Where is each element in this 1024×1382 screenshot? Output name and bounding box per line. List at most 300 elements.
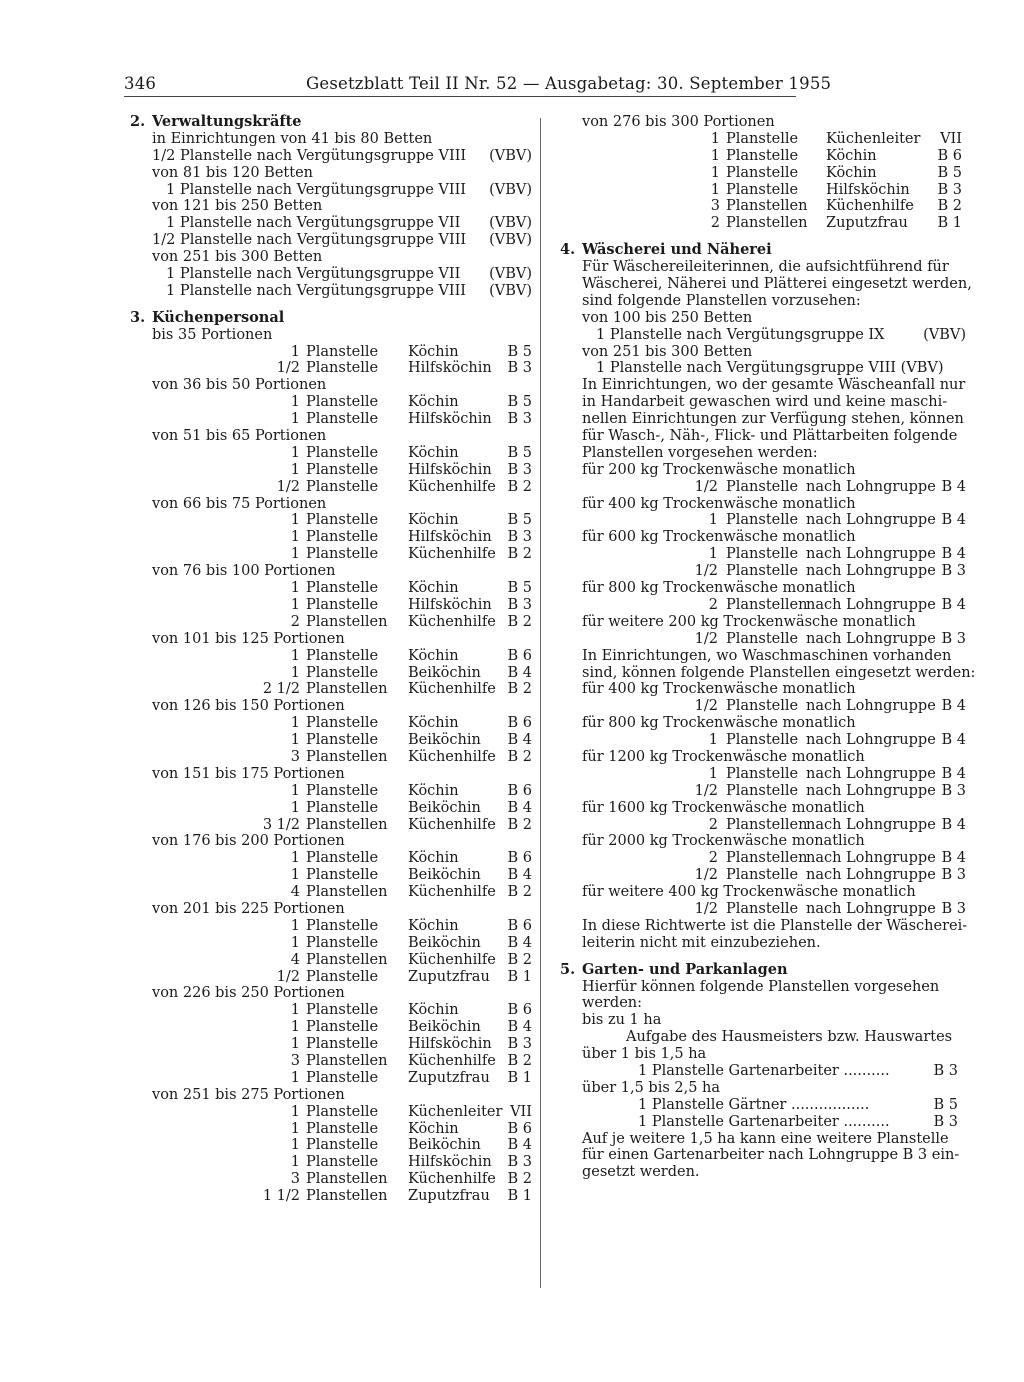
pay-group: B 2 [507, 478, 532, 495]
pay-group: B 3 [507, 360, 532, 377]
section-5-title: 5. Garten- und Parkanlagen [560, 960, 788, 978]
range-heading: für 1200 kg Trockenwäsche monatlich [582, 748, 865, 765]
wage-row [560, 479, 966, 496]
position-quantity: 1/2 [694, 563, 718, 580]
position-row [130, 529, 532, 546]
pay-group: B 4 [941, 596, 966, 613]
position-row [130, 479, 532, 496]
position-role: Köchin [408, 917, 459, 934]
position-quantity: 1/2 [276, 360, 300, 377]
position-role: Köchin [408, 1002, 459, 1019]
machine-groups [560, 681, 966, 917]
position-row [130, 800, 532, 817]
pay-group: B 3 [507, 411, 532, 428]
wage-label: nach Lohngruppe [806, 900, 936, 917]
position-title: Planstelle [726, 164, 799, 181]
range-heading: von 51 bis 65 Portionen [152, 428, 327, 445]
position-row [130, 867, 532, 884]
paragraph-line: Hierfür können folgende Planstellen vorgesehen [582, 978, 940, 995]
position-quantity: 3 [290, 748, 300, 765]
wage-row [560, 783, 966, 800]
position-title: Planstelle [726, 630, 799, 647]
wage-row [560, 597, 966, 614]
position-role: Küchenhilfe [408, 816, 496, 833]
range-heading: für 2000 kg Trockenwäsche monatlich [582, 833, 865, 850]
position-title: Planstelle [726, 765, 799, 782]
position-row [130, 749, 532, 766]
position-role: Hilfsköchin [408, 411, 492, 428]
range-heading: von 100 bis 250 Betten [582, 309, 753, 326]
position-row [560, 165, 966, 182]
position-title: Planstelle [306, 934, 379, 951]
paragraph-line: sind, können folgende Planstellen eingesetzt werden: [582, 664, 976, 681]
paragraph [560, 918, 966, 952]
range-heading: von 276 bis 300 Portionen [582, 114, 775, 130]
pay-group: B 2 [507, 546, 532, 563]
position-title: Planstellen [726, 198, 808, 215]
position-quantity: 1 [290, 1069, 300, 1086]
position-role: Hilfsköchin [408, 360, 492, 377]
wage-label: nach Lohngruppe [806, 782, 936, 799]
paragraph-line: für Wasch-, Näh-, Flick- und Plättarbeiten folgende [582, 428, 958, 445]
position-quantity: 1 [290, 411, 300, 428]
position-row [130, 1154, 532, 1171]
wage-row [560, 546, 966, 563]
position-quantity: 2 [708, 850, 718, 867]
pay-group: B 3 [507, 1036, 532, 1053]
wage-label: nach Lohngruppe [806, 630, 936, 647]
pay-group: B 6 [507, 647, 532, 664]
pay-group: B 2 [507, 681, 532, 698]
section-2-intro: in Einrichtungen von 41 bis 80 Betten [152, 130, 433, 147]
position-quantity: 1 [290, 1120, 300, 1137]
position-quantity: 2 [290, 613, 300, 630]
position-title: Planstellen [306, 884, 388, 901]
position-title: Planstellen [306, 951, 388, 968]
pay-group: B 6 [507, 850, 532, 867]
section-2-title: 2. Verwaltungskräfte [130, 113, 302, 130]
position-title: Planstellen [726, 816, 808, 833]
position-quantity: 3 [290, 1052, 300, 1069]
position-quantity: 3 1/2 [262, 816, 300, 833]
position-row [130, 732, 532, 749]
position-title: Planstelle [306, 647, 379, 664]
position-row [130, 546, 532, 563]
position-quantity: 1/2 [276, 478, 300, 495]
position-quantity: 1 [290, 917, 300, 934]
pay-group: B 6 [507, 1002, 532, 1019]
position-quantity: 1 [708, 512, 718, 529]
position-row [130, 969, 532, 986]
wage-row [560, 732, 966, 749]
position-title: Planstelle [306, 461, 379, 478]
position-quantity: 1/2 [694, 867, 718, 884]
position-role: Beiköchin [408, 799, 481, 816]
position-quantity: 1 [290, 850, 300, 867]
position-role: Küchenhilfe [408, 478, 496, 495]
position-quantity: 1 [290, 715, 300, 732]
pay-group: B 3 [507, 1154, 532, 1171]
pay-group: B 3 [941, 630, 966, 647]
position-row [130, 614, 532, 631]
pay-group: B 2 [507, 613, 532, 630]
pay-group: B 4 [941, 850, 966, 867]
range-heading: von 151 bis 175 Portionen [152, 765, 345, 782]
pay-group: B 1 [507, 1188, 532, 1205]
position-title: Planstelle [306, 715, 379, 732]
wage-label: nach Lohngruppe [806, 765, 936, 782]
range-heading: für 400 kg Trockenwäsche monatlich [582, 495, 856, 512]
position-row [130, 1137, 532, 1154]
position-role: Küchenhilfe [408, 681, 496, 698]
vbv-row: 1/2 Planstelle nach Vergütungsgruppe VIII (VBV) [152, 232, 532, 249]
position-quantity: 1 [290, 647, 300, 664]
position-title: Planstelle [726, 546, 799, 563]
position-quantity: 2 [710, 215, 720, 232]
range-heading: für weitere 200 kg Trockenwäsche monatlich [582, 613, 916, 630]
position-role: Küchenleiter [408, 1103, 503, 1120]
vbv-row: 1/2 Planstelle nach Vergütungsgruppe VIII (VBV) [152, 147, 532, 164]
position-row [130, 1104, 532, 1121]
paragraph [560, 259, 972, 310]
range-heading: von 176 bis 200 Portionen [152, 833, 345, 850]
position-title: Planstelle [726, 698, 799, 715]
range-heading: von 251 bis 300 Betten [152, 249, 323, 266]
wage-label: nach Lohngruppe [806, 867, 936, 884]
range-heading: von 101 bis 125 Portionen [152, 630, 345, 647]
vbv-row: 1 Planstelle nach Vergütungsgruppe VIII (VBV) [166, 282, 532, 299]
position-title: Planstellen [306, 1171, 388, 1188]
position-row [130, 445, 532, 462]
position-row [130, 884, 532, 901]
vbv-row: 1 Planstelle nach Vergütungsgruppe VII (VBV) [166, 266, 532, 283]
pay-group: B 4 [941, 512, 966, 529]
position-quantity: 1 1/2 [262, 1188, 300, 1205]
wage-row [560, 698, 966, 715]
garden-row: 1 Planstelle Gärtner ................. B 5 [638, 1096, 958, 1113]
pay-group: B 4 [507, 664, 532, 681]
range-heading: von 66 bis 75 Portionen [152, 495, 327, 512]
position-row [130, 1171, 532, 1188]
position-quantity: 4 [290, 884, 300, 901]
position-row [130, 1070, 532, 1087]
position-title: Planstelle [306, 782, 379, 799]
position-quantity: 1/2 [694, 900, 718, 917]
pay-group: B 6 [937, 147, 962, 164]
position-title: Planstellen [306, 1052, 388, 1069]
position-role: Köchin [408, 715, 459, 732]
position-row [130, 580, 532, 597]
position-role: Köchin [826, 147, 877, 164]
range-heading: für weitere 400 kg Trockenwäsche monatlich [582, 884, 916, 901]
position-quantity: 1 [290, 867, 300, 884]
kitchen-groups [130, 327, 532, 1205]
pay-group: B 6 [507, 715, 532, 732]
position-quantity: 1 [710, 147, 720, 164]
range-heading: von 251 bis 275 Portionen [152, 1086, 345, 1103]
position-role: Beiköchin [408, 1137, 481, 1154]
position-quantity: 1 [708, 546, 718, 563]
range-heading: von 126 bis 150 Portionen [152, 698, 345, 715]
pay-group: B 4 [941, 816, 966, 833]
position-title: Planstelle [726, 563, 799, 580]
position-title: Planstelle [726, 130, 799, 147]
position-quantity: 1 [290, 1036, 300, 1053]
position-role: Küchenhilfe [408, 546, 496, 563]
position-role: Zuputzfrau [408, 1069, 490, 1086]
position-role: Zuputzfrau [408, 968, 490, 985]
position-row [560, 148, 966, 165]
position-role: Hilfsköchin [408, 529, 492, 546]
position-role: Hilfsköchin [408, 1154, 492, 1171]
position-quantity: 1 [290, 782, 300, 799]
position-quantity: 1 [290, 1154, 300, 1171]
position-quantity: 1 [290, 1103, 300, 1120]
position-quantity: 1 [290, 664, 300, 681]
position-title: Planstelle [306, 360, 379, 377]
position-title: Planstelle [306, 1154, 379, 1171]
position-quantity: 1 [290, 580, 300, 597]
position-title: Planstelle [306, 799, 379, 816]
range-heading: von 121 bis 250 Betten [152, 198, 323, 215]
position-quantity: 1/2 [694, 782, 718, 799]
paragraph-line: werden: [582, 995, 643, 1012]
position-quantity: 1/2 [276, 968, 300, 985]
position-row [130, 1188, 532, 1205]
wage-row [560, 867, 966, 884]
position-role: Hilfsköchin [408, 1036, 492, 1053]
position-role: Küchenhilfe [408, 1171, 496, 1188]
paragraph-line: Wäscherei, Näherei und Plätterei eingesetzt werden, [582, 276, 972, 293]
paragraph-line: Für Wäschereileiterinnen, die aufsichtführend für [582, 259, 949, 276]
position-quantity: 1 [290, 546, 300, 563]
pay-group: B 1 [937, 215, 962, 232]
position-quantity: 1 [290, 394, 300, 411]
wage-label: nach Lohngruppe [806, 478, 936, 495]
pay-group: VII [940, 130, 962, 147]
header-rule [124, 96, 796, 97]
continued-kitchen-rows [560, 131, 966, 232]
position-quantity: 3 [290, 1171, 300, 1188]
position-quantity: 1 [290, 596, 300, 613]
range-heading: für 1600 kg Trockenwäsche monatlich [582, 799, 865, 816]
position-row [560, 131, 966, 148]
position-title: Planstelle [306, 546, 379, 563]
range-heading: über 1 bis 1,5 ha [582, 1046, 707, 1063]
pay-group: B 2 [507, 951, 532, 968]
position-title: Planstelle [306, 917, 379, 934]
pay-group: B 5 [507, 343, 532, 360]
position-quantity: 1 [290, 1002, 300, 1019]
position-title: Planstellen [726, 215, 808, 232]
position-role: Köchin [408, 512, 459, 529]
garden-row: 1 Planstelle Gartenarbeiter .......... B 3 [638, 1113, 958, 1130]
position-role: Köchin [408, 1120, 459, 1137]
position-quantity: 1/2 [694, 630, 718, 647]
range-heading: über 1,5 bis 2,5 ha [582, 1079, 721, 1096]
position-row [130, 360, 532, 377]
pay-group: B 3 [937, 181, 962, 198]
section-4-title: 4. Wäscherei und Näherei [560, 241, 772, 259]
paragraph-line: Auf je weitere 1,5 ha kann eine weitere Planstelle [582, 1130, 949, 1147]
range-heading: von 201 bis 225 Portionen [152, 900, 345, 917]
position-title: Planstelle [306, 1019, 379, 1036]
range-heading: von 76 bis 100 Portionen [152, 563, 336, 580]
position-row [130, 817, 532, 834]
pay-group: B 4 [507, 799, 532, 816]
position-quantity: 1 [710, 164, 720, 181]
position-quantity: 1 [290, 732, 300, 749]
position-title: Planstelle [306, 1036, 379, 1053]
pay-group: B 4 [507, 1019, 532, 1036]
wage-label: nach Lohngruppe [806, 563, 936, 580]
wage-label: nach Lohngruppe [806, 816, 936, 833]
position-title: Planstelle [306, 580, 379, 597]
position-title: Planstellen [726, 850, 808, 867]
vbv-row: 1 Planstelle nach Vergütungsgruppe VII (VBV) [166, 215, 532, 232]
paragraph-line: leiterin nicht mit einzubeziehen. [582, 934, 821, 951]
position-row [130, 952, 532, 969]
position-quantity: 1 [708, 765, 718, 782]
pay-group: B 2 [937, 198, 962, 215]
position-title: Planstellen [306, 816, 388, 833]
pay-group: B 4 [941, 698, 966, 715]
wage-row [560, 766, 966, 783]
pay-group: B 3 [941, 900, 966, 917]
pay-group: B 5 [937, 164, 962, 181]
pay-group: B 5 [507, 512, 532, 529]
position-quantity: 1/2 [694, 478, 718, 495]
pay-group: B 4 [507, 732, 532, 749]
paragraph-line: in Handarbeit gewaschen wird und keine maschi- [582, 394, 948, 411]
position-title: Planstellen [306, 748, 388, 765]
pay-group: B 2 [507, 748, 532, 765]
position-title: Planstelle [726, 782, 799, 799]
wage-row [560, 901, 966, 918]
position-quantity: 1 [290, 934, 300, 951]
range-heading: für 600 kg Trockenwäsche monatlich [582, 529, 856, 546]
garden-text: Aufgabe des Hausmeisters bzw. Hauswartes [626, 1029, 953, 1046]
pay-group: B 3 [507, 596, 532, 613]
wage-label: nach Lohngruppe [806, 732, 936, 749]
pay-group: B 5 [507, 580, 532, 597]
pay-group: B 4 [507, 934, 532, 951]
position-role: Köchin [408, 444, 459, 461]
position-quantity: 1 [290, 1019, 300, 1036]
position-title: Planstelle [306, 1103, 379, 1120]
pay-group: B 3 [941, 782, 966, 799]
position-row [130, 918, 532, 935]
position-quantity: 1 [290, 529, 300, 546]
position-title: Planstellen [306, 1188, 388, 1205]
position-role: Küchenhilfe [408, 951, 496, 968]
paragraph-line: In Einrichtungen, wo Waschmaschinen vorhanden [582, 647, 952, 664]
position-row [130, 597, 532, 614]
wage-label: nach Lohngruppe [806, 850, 936, 867]
position-role: Küchenhilfe [826, 198, 914, 215]
position-row [130, 648, 532, 665]
position-role: Köchin [408, 343, 459, 360]
position-title: Planstelle [306, 1120, 379, 1137]
position-quantity: 1 [290, 512, 300, 529]
position-title: Planstelle [306, 411, 379, 428]
position-quantity: 3 [710, 198, 720, 215]
position-title: Planstelle [306, 664, 379, 681]
paragraph-line: Planstellen vorgesehen werden: [582, 444, 818, 461]
column-divider [540, 118, 541, 1288]
position-role: Küchenhilfe [408, 748, 496, 765]
position-title: Planstellen [306, 681, 388, 698]
pay-group: B 4 [941, 765, 966, 782]
range-heading: für 400 kg Trockenwäsche monatlich [582, 681, 856, 698]
wage-row [560, 512, 966, 529]
position-title: Planstelle [726, 147, 799, 164]
pay-group: VII [510, 1103, 532, 1120]
paragraph-line: In diese Richtwerte ist die Planstelle der Wäscherei- [582, 917, 968, 934]
paragraph [560, 377, 966, 461]
pay-group: B 1 [507, 968, 532, 985]
position-quantity: 1/2 [694, 698, 718, 715]
position-row [130, 715, 532, 732]
pay-group: B 2 [507, 884, 532, 901]
position-row [130, 1053, 532, 1070]
position-row [130, 462, 532, 479]
pay-group: B 2 [507, 816, 532, 833]
position-row [130, 681, 532, 698]
pay-group: B 4 [941, 478, 966, 495]
position-title: Planstelle [306, 850, 379, 867]
position-row [130, 783, 532, 800]
position-row [130, 344, 532, 361]
position-title: Planstelle [726, 512, 799, 529]
garden-row: 1 Planstelle Gartenarbeiter .......... B 3 [638, 1062, 958, 1079]
position-row [130, 411, 532, 428]
vbv-row: 1 Planstelle nach Vergütungsgruppe VIII (VBV) [596, 360, 944, 377]
position-title: Planstelle [306, 343, 379, 360]
pay-group: B 5 [507, 444, 532, 461]
range-heading: für 800 kg Trockenwäsche monatlich [582, 580, 856, 597]
position-quantity: 1 [708, 732, 718, 749]
range-heading: bis zu 1 ha [582, 1012, 662, 1029]
wage-label: nach Lohngruppe [806, 698, 936, 715]
position-role: Zuputzfrau [826, 215, 908, 232]
position-quantity: 2 [708, 816, 718, 833]
position-quantity: 1 [290, 444, 300, 461]
pay-group: B 3 [507, 461, 532, 478]
position-title: Planstelle [306, 394, 379, 411]
position-title: Planstelle [726, 478, 799, 495]
wage-row [560, 563, 966, 580]
range-heading: bis 35 Portionen [152, 326, 273, 343]
pay-group: B 2 [507, 1052, 532, 1069]
position-title: Planstellen [306, 613, 388, 630]
position-title: Planstelle [726, 181, 799, 198]
position-quantity: 1 [710, 181, 720, 198]
pay-group: B 3 [507, 529, 532, 546]
position-title: Planstelle [726, 900, 799, 917]
position-title: Planstelle [306, 968, 379, 985]
position-role: Köchin [408, 850, 459, 867]
position-title: Planstelle [306, 596, 379, 613]
range-heading: für 200 kg Trockenwäsche monatlich [582, 461, 856, 478]
position-role: Hilfsköchin [408, 596, 492, 613]
pay-group: B 3 [941, 563, 966, 580]
range-heading: von 226 bis 250 Portionen [152, 985, 345, 1002]
position-role: Küchenhilfe [408, 884, 496, 901]
position-quantity: 1 [290, 799, 300, 816]
paragraph-line: für einen Gartenarbeiter nach Lohngruppe B 3 ein- [582, 1147, 960, 1164]
position-title: Planstelle [306, 478, 379, 495]
